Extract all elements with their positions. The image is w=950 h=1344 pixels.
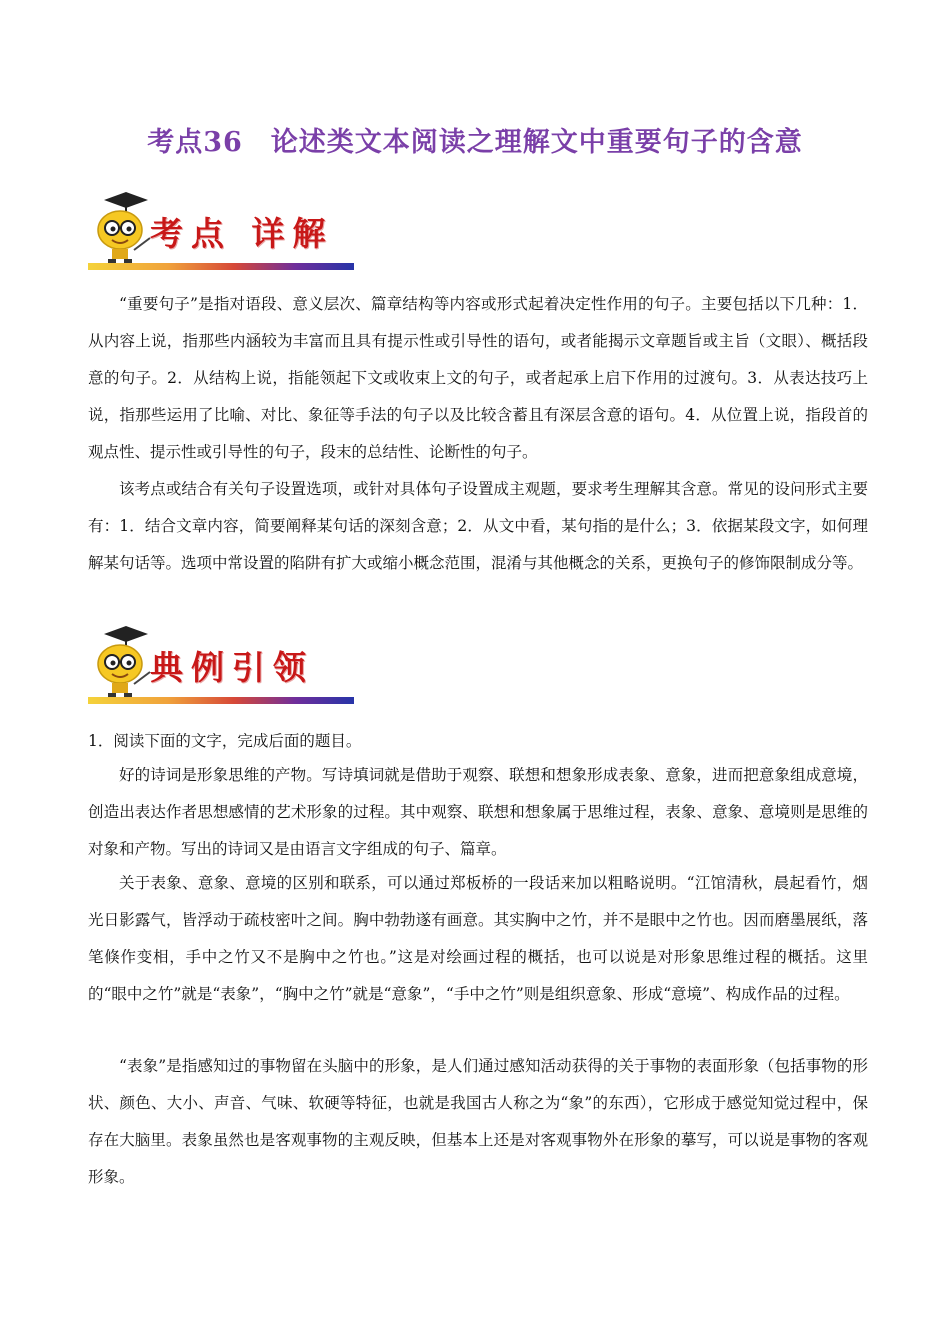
banner-divider: [88, 697, 354, 704]
section-heading-example: 典例引领: [150, 648, 314, 687]
banner-divider: [88, 263, 354, 270]
reading-paragraph: 关于表象、意象、意境的区别和联系，可以通过郑板桥的一段话来加以粗略说明。“江馆清秋，晨起看竹，烟光日影露气，皆浮动于疏枝密叶之间。胸中勃勃遂有画意。其实胸中之竹，并不是眼中之竹也。因而磨墨展纸，落笔倏作变相，手中之竹又不是胸中之竹也。”这是对绘画过程的概括，也可以说是对形象思维过程的概括。这里的“眼中之竹”就是“表象”，“胸中之竹”就是“意象”，“手中之竹”则是组织意象、形成“意境”、构成作品的过程。: [88, 874, 868, 1003]
question-prompt: 1．阅读下面的文字，完成后面的题目。: [88, 732, 362, 750]
section-banner-detail: [88, 188, 354, 272]
reading-paragraph: 好的诗词是形象思维的产物。写诗填词就是借助于观察、联想和想象形成表象、意象，进而把意象组成意境，创造出表达作者思想感情的艺术形象的过程。其中观察、联想和想象属于思维过程，表象、意象、意境则是思维的对象和产物。写出的诗词又是由语言文字组成的句子、篇章。: [88, 766, 868, 858]
graduate-mascot-icon: [88, 188, 158, 268]
page-title: 考点36 论述类文本阅读之理解文中重要句子的含意: [147, 127, 803, 158]
intro-paragraph: “重要句子”是指对语段、意义层次、篇章结构等内容或形式起着决定性作用的句子。主要包括以下几种：1．从内容上说，指那些内涵较为丰富而且具有提示性或引导性的语句，或者能揭示文章题旨或主旨（文眼）、概括段意的句子。2．从结构上说，指能领起下文或收束上文的句子，或者起承上启下作用的过渡句。3．从表达技巧上说，指那些运用了比喻、对比、象征等手法的句子以及比较含蓄且有深层含意的语句。4．从位置上说，指段首的观点性、提示性或引导性的句子，段末的总结性、论断性的句子。: [88, 295, 868, 461]
reading-paragraph: “表象”是指感知过的事物留在头脑中的形象，是人们通过感知活动获得的关于事物的表面形象（包括事物的形状、颜色、大小、声音、气味、软硬等特征，也就是我国古人称之为“象”的东西），它形成于感觉知觉过程中，保存在大脑里。表象虽然也是客观事物的主观反映，但基本上还是对客观事物外在形象的摹写，可以说是事物的客观形象。: [88, 1057, 868, 1186]
intro-paragraph: 该考点或结合有关句子设置选项，或针对具体句子设置成主观题，要求考生理解其含意。常见的设问形式主要有：1．结合文章内容，简要阐释某句话的深刻含意；2．从文中看，某句指的是什么；3．依据某段文字，如何理解某句话等。选项中常设置的陷阱有扩大或缩小概念范围，混淆与其他概念的关系，更换句子的修饰限制成分等。: [88, 480, 868, 572]
section-banner-example: [88, 622, 354, 706]
graduate-mascot-icon: [88, 622, 158, 702]
section-heading-detail: 考点 详解: [150, 214, 334, 253]
